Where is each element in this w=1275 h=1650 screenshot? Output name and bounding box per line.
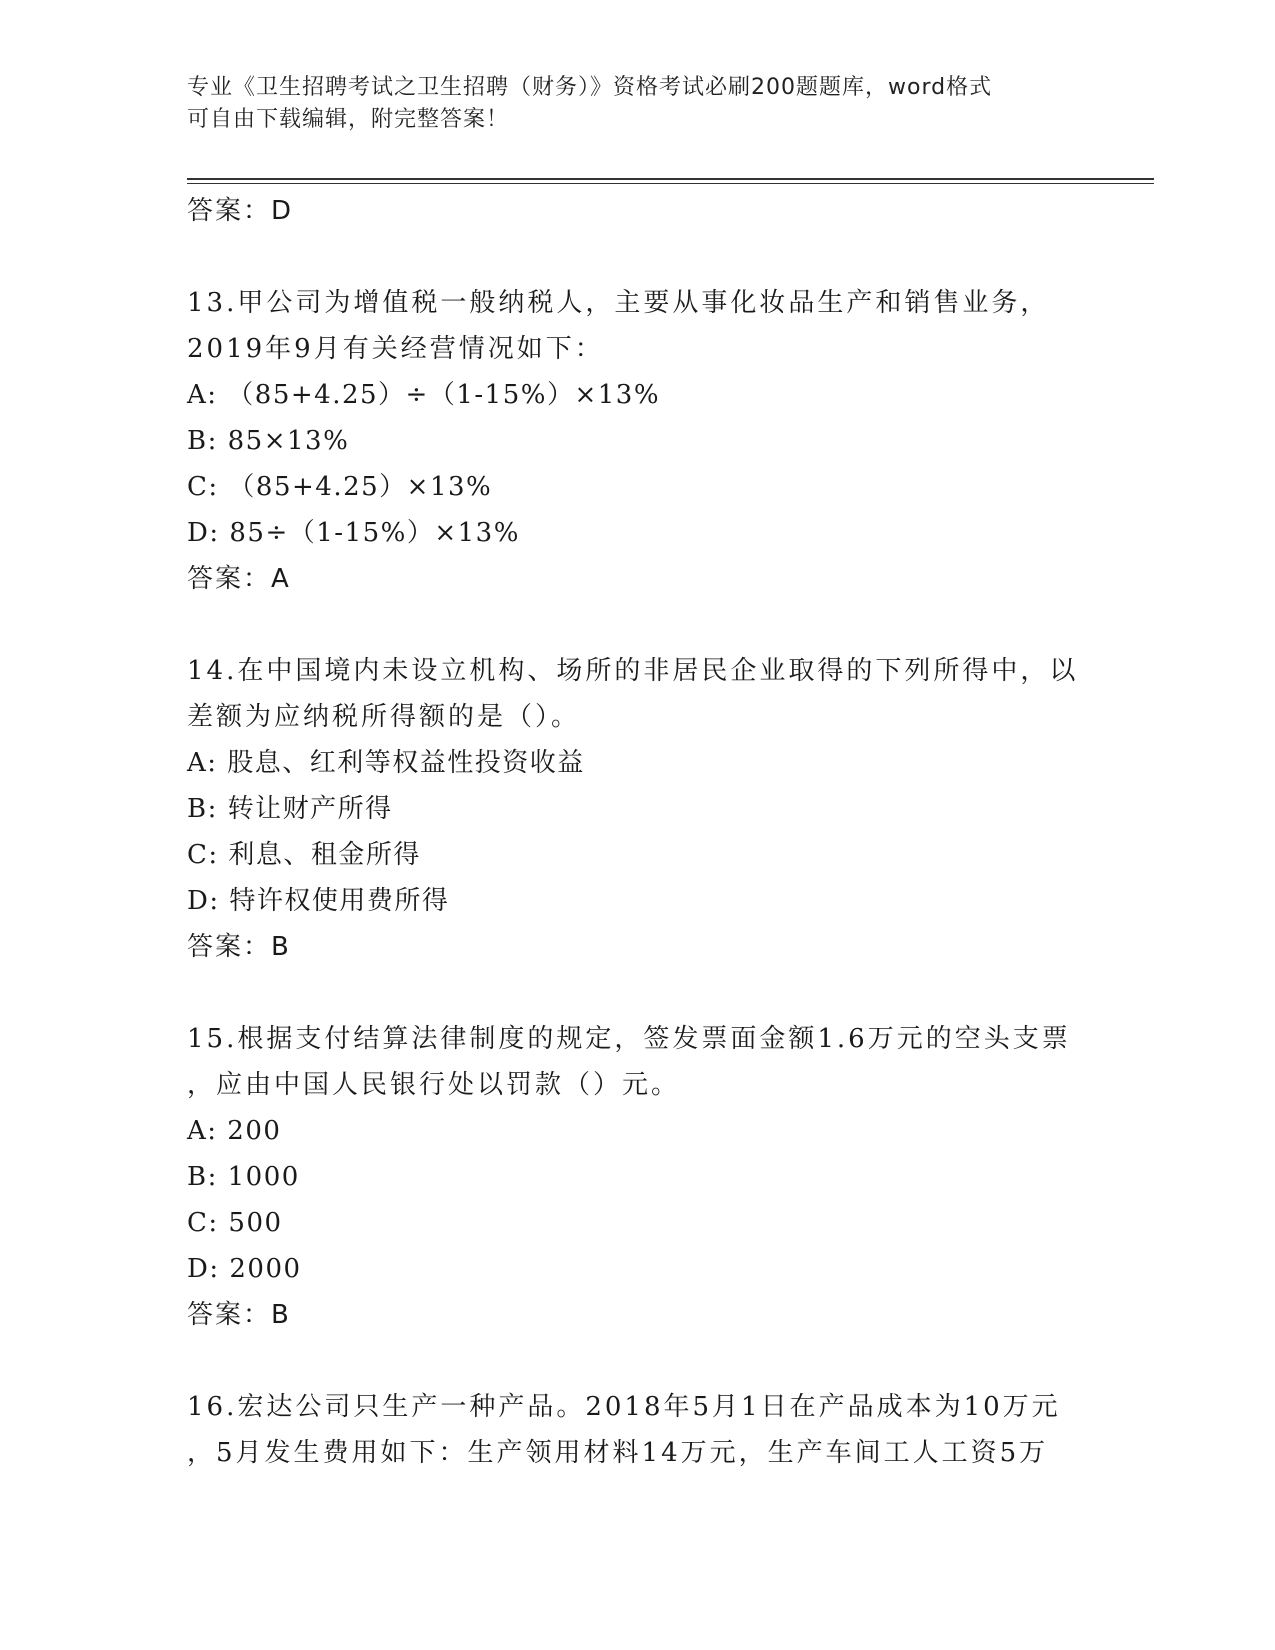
option-b: B: 85×13%	[187, 426, 350, 456]
option-d: D: 85÷（1-15%）×13%	[187, 518, 520, 548]
question-stem-line: 14.在中国境内未设立机构、场所的非居民企业取得的下列所得中，以	[187, 656, 1079, 686]
answer: 答案：B	[187, 932, 291, 962]
option-a: A: （85+4.25）÷（1-15%）×13%	[187, 380, 661, 410]
question-16	[187, 1384, 1087, 1476]
answer: 答案：B	[187, 1300, 291, 1330]
option-b: B: 转让财产所得	[187, 794, 393, 824]
header-divider-thin	[187, 183, 1154, 184]
option-a: A: 股息、红利等权益性投资收益	[187, 748, 585, 778]
header-line-1: 专业《卫生招聘考试之卫生招聘（财务）》资格考试必刷200题题库，word格式	[187, 75, 993, 100]
option-c: C: 500	[187, 1208, 283, 1238]
question-stem-line: ，应由中国人民银行处以罚款（）元。	[187, 1070, 681, 1100]
option-a: A: 200	[187, 1116, 282, 1146]
question-stem-line: 16.宏达公司只生产一种产品。2018年5月1日在产品成本为10万元	[187, 1392, 1061, 1422]
document-header	[187, 72, 1067, 136]
answer: 答案：A	[187, 564, 291, 594]
option-c: C: （85+4.25）×13%	[187, 472, 493, 502]
question-list	[187, 188, 1087, 1476]
option-d: D: 2000	[187, 1254, 302, 1284]
question-stem-line: 2019年9月有关经营情况如下：	[187, 334, 604, 364]
question-13	[187, 280, 1087, 602]
option-b: B: 1000	[187, 1162, 300, 1192]
previous-answer: 答案：D	[187, 196, 294, 226]
question-15	[187, 1016, 1087, 1338]
header-divider-thick	[187, 178, 1154, 180]
question-stem-line: 13.甲公司为增值税一般纳税人，主要从事化妆品生产和销售业务，	[187, 288, 1050, 318]
question-14	[187, 648, 1087, 970]
question-stem-line: 差额为应纳税所得额的是（）。	[187, 702, 581, 732]
question-stem-line: ，5月发生费用如下：生产领用材料14万元，生产车间工人工资5万	[187, 1438, 1049, 1468]
header-line-2: 可自由下载编辑，附完整答案！	[187, 107, 510, 132]
option-c: C: 利息、租金所得	[187, 840, 421, 870]
option-d: D: 特许权使用费所得	[187, 886, 450, 916]
question-stem-line: 15.根据支付结算法律制度的规定，签发票面金额1.6万元的空头支票	[187, 1024, 1071, 1054]
